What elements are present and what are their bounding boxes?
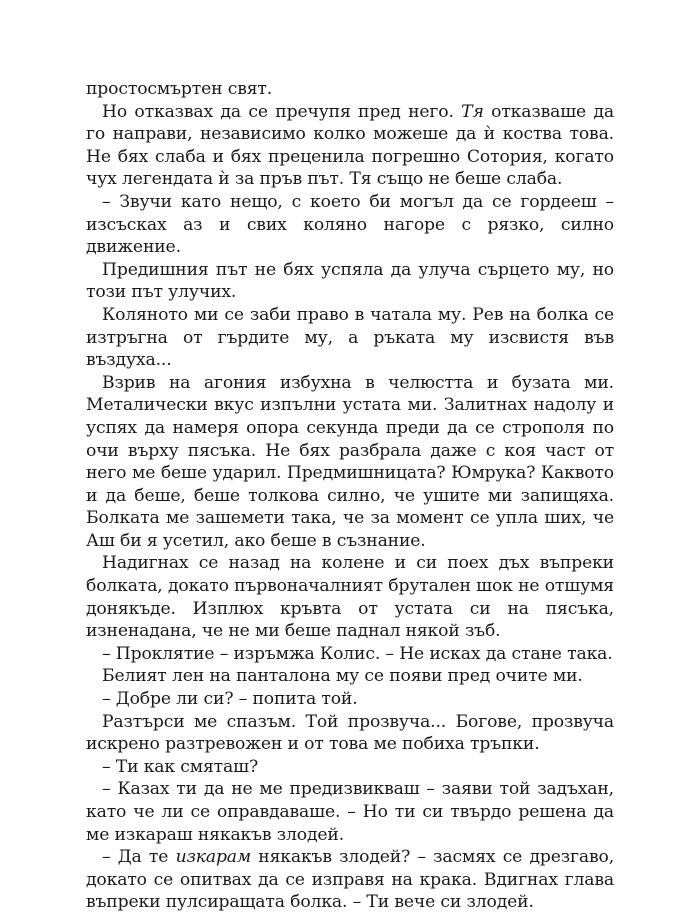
paragraph <box>86 665 614 688</box>
paragraph <box>86 552 614 642</box>
paragraph <box>86 372 614 553</box>
text-segment: – Ти как смяташ? <box>102 756 259 777</box>
text-segment: – Звучи като нещо, с което би могъл да се гордееш – изсъсках аз и свих коляно нагоре с рязко, силно движение. <box>86 191 614 258</box>
text-segment: Взрив на агония избухна в челюстта и бузата ми. Металически вкус изпълни устата ми. Залитнах надолу и успях да намеря опора секунда преди да се строполя по очи върху пясъка. Не бях разбрала даже с коя част от него ме беше ударил. Предмишницата? Юмрука? Каквото и да беше, беше толкова силно, че ушите ми запищяха. Болката ме зашемети така, че за момент се упла ших, че Аш би я усетил, ако беше в съзнание. <box>86 372 614 551</box>
paragraph <box>86 846 614 914</box>
text-segment: някакъв злодей? – засмях се дрезгаво, докато се опитвах да се изправя на крака. Вдигнах глава въпреки пулсиращата болка. – Ти вече си злодей. <box>86 847 615 913</box>
paragraph <box>86 101 614 191</box>
paragraph <box>86 688 614 711</box>
paragraph <box>86 259 614 304</box>
text-segment: Коляното ми се заби право в чатала му. Рев на болка се изтръгна от гърдите му, а ръката му изсвистя във въздуха... <box>86 304 614 371</box>
paragraph <box>86 78 614 101</box>
paragraph <box>86 711 614 756</box>
text-segment: Предишния път не бях успяла да улуча сърцето му, но този път улучих. <box>86 259 614 303</box>
text-segment: – Да те <box>102 847 176 868</box>
paragraph <box>86 778 614 846</box>
italic-text-segment: Тя <box>461 101 484 122</box>
text-segment: – Казах ти да не ме предизвикваш – заяви той задъхан, като че ли се оправдаваше. – Но ти си твърдо решена да ме изкараш някакъв злодей. <box>86 779 614 845</box>
text-segment: простосмъртен свят. <box>86 79 273 99</box>
paragraph <box>86 643 614 666</box>
text-segment: – Проклятие – изръмжа Колис. – Не исках да стане така. <box>102 643 613 664</box>
paragraph <box>86 756 614 779</box>
paragraph <box>86 191 614 259</box>
book-page <box>86 78 614 914</box>
italic-text-segment: изкарам <box>175 847 251 868</box>
text-segment: – Добре ли си? – попита той. <box>102 689 358 710</box>
paragraph <box>86 304 614 372</box>
text-segment: отказваше да го направи, независимо колко можеше да ѝ коства това. Не бях слаба и бях преценила погрешно Сотория, когато чух легендата ѝ за пръв път. Тя също не беше слаба. <box>86 101 614 190</box>
text-segment: Разтърси ме спазъм. Той прозвуча... Богове, прозвуча искрено разтревожен и от това ме побиха тръпки. <box>86 711 614 755</box>
text-segment: Но отказвах да се пречупя пред него. <box>102 101 462 122</box>
text-segment: Надигнах се назад на колене и си поех дъх въпреки болката, докато първоначалният брутален шок не отшумя донякъде. Изплюх кръвта от устата си на пясъка, изненадана, че не ми беше паднал някой зъб. <box>86 553 614 642</box>
text-segment: Белият лен на панталона му се появи пред очите ми. <box>102 666 583 687</box>
